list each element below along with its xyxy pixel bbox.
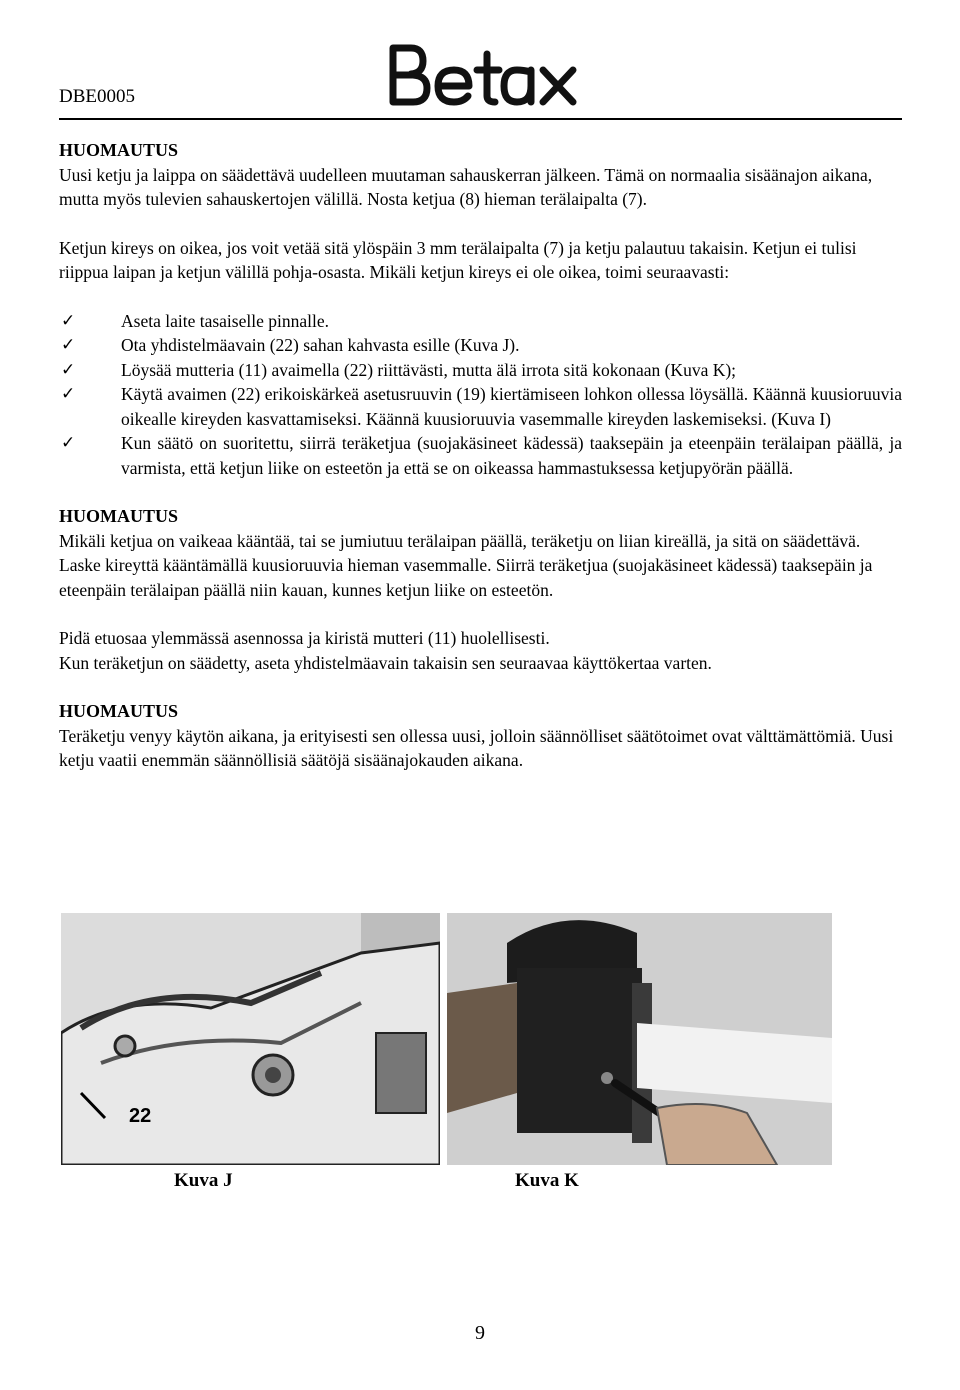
caption-kuva-k: Kuva K xyxy=(515,1170,579,1191)
checkmark-icon: ✓ xyxy=(61,335,76,355)
part-label-22: 22 xyxy=(129,1105,152,1127)
note-text: Mikäli ketjua on vaikeaa kääntää, tai se jumiutuu terälaipan päällä, teräketju on liian kireällä, ja sitä on säädettävä. Laske kireyttä kääntämällä kuusioruuvia hieman vasemmalle. Siirrä teräketjua (suojakäsineet kädessä) taaksepäin ja eteenpäin terälaipan päällä niin kauan, kunnes ketjun liike on esteetön. xyxy=(59,530,873,600)
list-item xyxy=(59,358,902,383)
header-rule xyxy=(59,118,902,120)
note-text: Uusi ketju ja laippa on säädettävä uudelleen muutaman sahauskerran jälkeen. Tämä on normaalia sisäänajon aikana, mutta myös tulevien sahauskertojen välillä. Nosta ketjua (8) hieman terälaipalta (7). xyxy=(59,164,873,209)
checkmark-icon: ✓ xyxy=(61,384,76,404)
betax-logo xyxy=(383,40,583,110)
step-text: Käytä avaimen (22) erikoiskärkeä asetusruuvin (19) kiertämiseen lohkon ollessa löysällä. Käännä kuusioruuvia oikealle kireyden kasvattamiseksi. Käännä kuusioruuvia vasemmalle kireyden laskemiseksi. (Kuva I) xyxy=(121,384,902,429)
step-text: Ota yhdistelmäavain (22) sahan kahvasta esille (Kuva J). xyxy=(121,335,520,355)
closing-line: Kun teräketjun on säädetty, aseta yhdistelmäavain takaisin sen seuraavaa käyttökertaa varten. xyxy=(59,652,712,673)
tension-intro: Ketjun kireys on oikea, jos voit vetää sitä ylöspäin 3 mm terälaipalta (7) ja ketju palautuu takaisin. Ketjun ei tulisi riippua laipan ja ketjun välillä pohja-osasta. Mikäli ketjun kireys ei ole oikea, toimi seuraavasti: xyxy=(59,237,857,282)
note-heading: HUOMAUTUS xyxy=(59,701,179,721)
checkmark-icon: ✓ xyxy=(61,433,76,453)
list-item xyxy=(59,333,902,358)
content xyxy=(59,138,902,773)
saw-handle-illustration xyxy=(61,913,440,1165)
chain-tension-illustration xyxy=(447,913,832,1165)
note-heading: HUOMAUTUS xyxy=(59,506,179,526)
note-heading: HUOMAUTUS xyxy=(59,140,179,160)
figure-k-image xyxy=(447,913,832,1165)
list-item xyxy=(59,382,902,431)
list-item xyxy=(59,431,902,480)
page-number: 9 xyxy=(475,1322,485,1344)
step-text: Aseta laite tasaiselle pinnalle. xyxy=(121,310,329,331)
figure-j-image xyxy=(61,913,440,1165)
closing-line: Pidä etuosaa ylemmässä asennossa ja kiristä mutteri (11) huolellisesti. xyxy=(59,628,550,648)
document-code: DBE0005 xyxy=(59,86,135,107)
checkmark-icon: ✓ xyxy=(61,359,76,380)
list-item xyxy=(59,309,902,334)
tension-steps xyxy=(59,309,902,481)
step-text: Kun säätö on suoritettu, siirrä teräketjua (suojakäsineet kädessä) taaksepäin ja eteenpäin terälaipan päällä, ja varmista, että ketjun liike on esteetön ja että se on oikeassa hammastuksessa ketjupyörän päällä. xyxy=(121,433,902,478)
step-text: Löysää mutteria (11) avaimella (22) riittävästi, mutta älä irrota sitä kokonaan (Kuva K); xyxy=(121,359,737,380)
caption-kuva-j: Kuva J xyxy=(174,1170,233,1191)
checkmark-icon: ✓ xyxy=(61,310,76,331)
note-text: Teräketju venyy käytön aikana, ja erityisesti sen ollessa uusi, jolloin säännölliset säätötoimet ovat välttämättömiä. Uusi ketju vaatii enemmän säännöllisiä säätöjä sisäänajokauden aikana. xyxy=(59,725,894,770)
